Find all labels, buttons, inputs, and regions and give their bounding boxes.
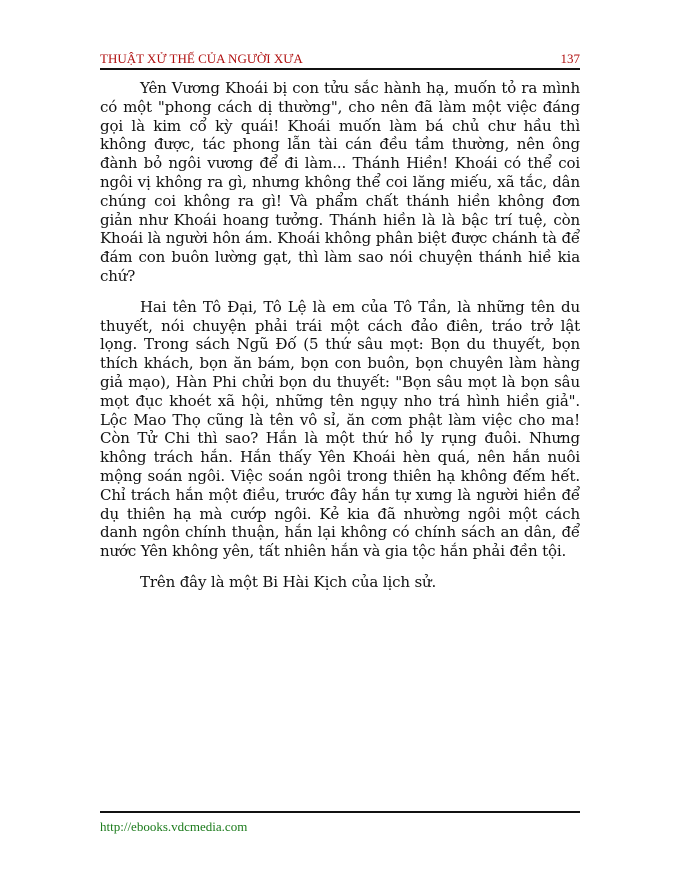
- footer-link[interactable]: http://ebooks.vdcmedia.com: [100, 819, 248, 834]
- page-header: [100, 50, 580, 70]
- paragraph: Trên đây là một Bi Hài Kịch của lịch sử.: [140, 572, 437, 591]
- footer-divider: [100, 811, 580, 813]
- page-number: 137: [560, 51, 580, 66]
- paragraph: Yên Vương Khoái bị con tửu sắc hành hạ, muốn tỏ ra mình có một "phong cách dị thường", cho nên đã làm một việc đáng gọi là kim cổ kỳ quái! Khoái muốn làm bá chủ chư hầu thì không được, tác phong lẫn tài cán đều tầm thường, nên ông đành bỏ ngôi vương để đi làm... Thánh Hiền! Khoái có thể coi ngôi vị không ra gì, nhưng không thể coi lăng miếu, xã tắc, dân chúng coi không ra gì! Và phẩm chất thánh hiền không đơn giản như Khoái hoang tưởng. Thánh hiền là là bậc trí tuệ, còn Khoái là người hôn ám. Khoái không phân biệt được chánh tà để đám con buôn lường gạt, thì làm sao nói chuyện thánh hiề kia chứ?: [100, 79, 580, 285]
- page-body: [100, 79, 580, 604]
- paragraph: Hai tên Tô Đại, Tô Lệ là em của Tô Tần, là những tên du thuyết, nói chuyện phải trái một cách đảo điên, tráo trở lật lọng. Trong sách Ngũ Đố (5 thứ sâu mọt: Bọn du thuyết, bọn thích khách, bọn ăn bám, bọn con buôn, bọn chuyên làm hàng giả mạo), Hàn Phi chửi bọn du thuyết: "Bọn sâu mọt là bọn sâu mọt đục khoét xã hội, những tên ngụy nho trá hình hiền giả". Lộc Mao Thọ cũng là tên vô sỉ, ăn cơm phật làm việc cho ma! Còn Tử Chi thì sao? Hắn là một thứ hồ ly rụng đuôi. Nhưng không trách hắn. Hắn thấy Yên Khoái hèn quá, nên hắn nuôi mộng soán ngôi. Việc soán ngôi trong thiên hạ không đếm hết. Chỉ trách hắn một điều, trước đây hắn tự xưng là người hiền để dụ thiên hạ mà cướp ngôi. Kẻ kia đã nhường ngôi một cách danh ngôn chính thuận, hắn lại không có chính sách an dân, để nước Yên không yên, tất nhiên hắn và gia tộc hắn phải đền tội.: [100, 297, 580, 561]
- book-title: THUẬT XỬ THẾ CỦA NGƯỜI XƯA: [100, 51, 303, 66]
